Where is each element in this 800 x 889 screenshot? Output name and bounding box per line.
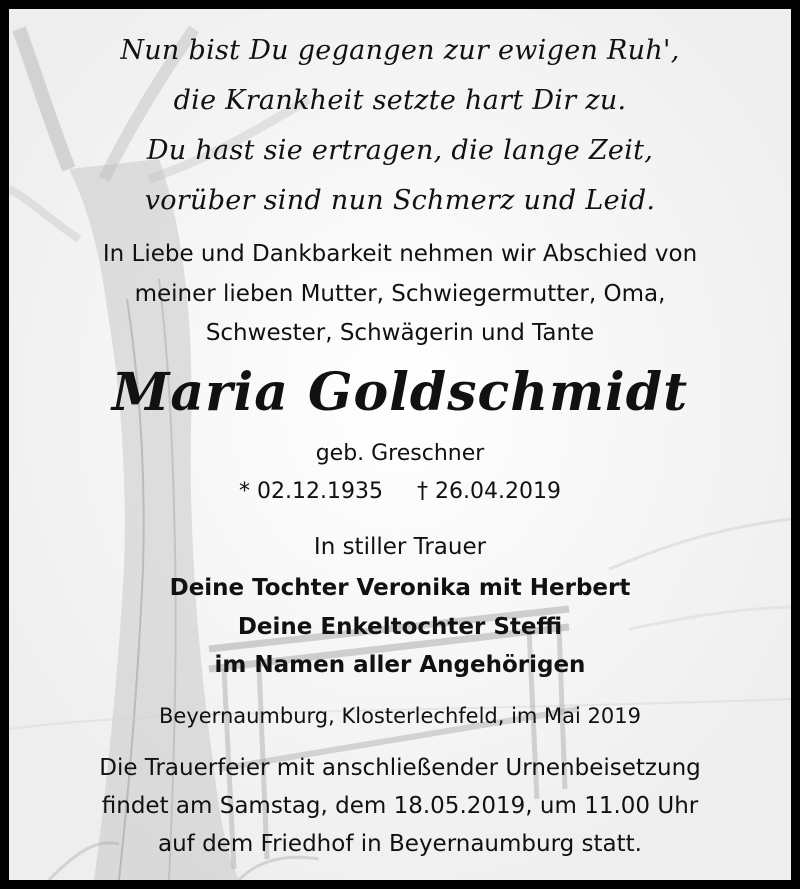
birth-date: * 02.12.1935 bbox=[239, 479, 383, 504]
life-dates bbox=[9, 481, 791, 503]
poem-line: die Krankheit setzte hart Dir zu. bbox=[173, 85, 627, 116]
poem-line: vorüber sind nun Schmerz und Leid. bbox=[144, 185, 656, 216]
mourner-line: Deine Enkeltochter Steffi bbox=[237, 614, 563, 640]
funeral-line: auf dem Friedhof in Beyernaumburg statt. bbox=[157, 831, 642, 857]
mourner-line: Deine Tochter Veronika mit Herbert bbox=[169, 575, 631, 601]
place-date: Beyernaumburg, Klosterlechfeld, im Mai 2019 bbox=[159, 704, 641, 728]
intro-line: meiner lieben Mutter, Schwiegermutter, Oma, bbox=[134, 281, 666, 307]
death-date: † 26.04.2019 bbox=[417, 479, 561, 504]
maiden-name: geb. Greschner bbox=[315, 441, 485, 466]
poem-line: Nun bist Du gegangen zur ewigen Ruh', bbox=[120, 35, 680, 66]
deceased-name: Maria Goldschmidt bbox=[111, 362, 689, 423]
funeral-line: findet am Samstag, dem 18.05.2019, um 11.00 Uhr bbox=[101, 793, 699, 819]
mourner-line: im Namen aller Angehörigen bbox=[214, 652, 586, 678]
funeral-line: Die Trauerfeier mit anschließender Urnenbeisetzung bbox=[99, 755, 701, 781]
poem-line: Du hast sie ertragen, die lange Zeit, bbox=[146, 135, 654, 166]
intro-line: In Liebe und Dankbarkeit nehmen wir Abschied von bbox=[102, 241, 698, 267]
mourning-heading: In stiller Trauer bbox=[313, 534, 487, 560]
intro-line: Schwester, Schwägerin und Tante bbox=[205, 320, 595, 346]
